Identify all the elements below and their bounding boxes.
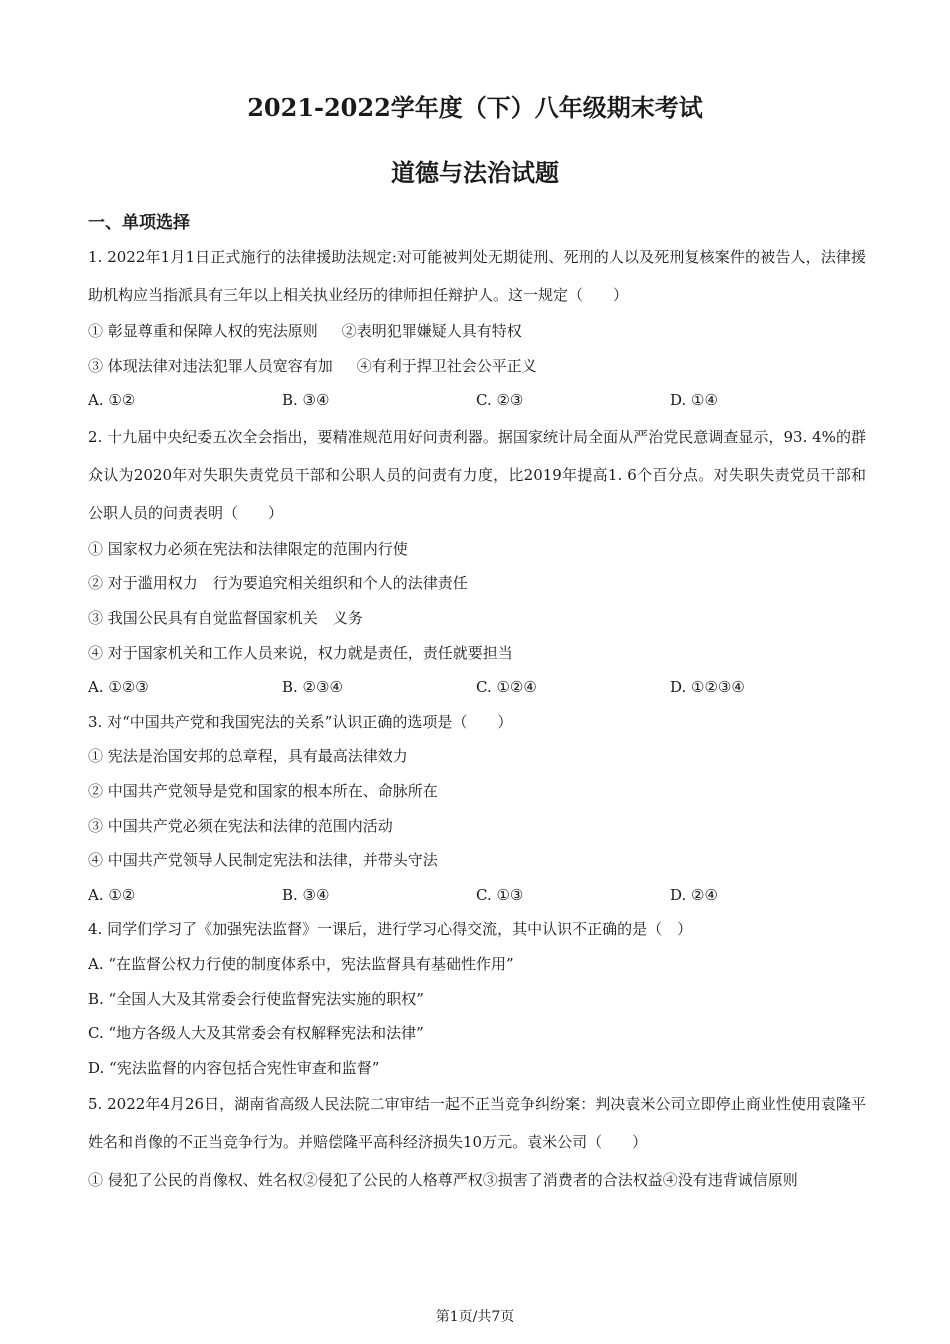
option-d[interactable]: D. ①④	[670, 391, 718, 410]
questions	[88, 238, 866, 1199]
statement: ②表明犯罪嫌疑人具有特权	[341, 322, 522, 340]
question-1-stem: 1. 2022年1月1日正式施行的法律援助法规定:对可能被判处无期徒刑、死刑的人以及死刑复核案件的被告人，法律援助机构应当指派具有三年以上相关执业经历的律师担任辩护人。这一规定（ ）	[88, 248, 866, 304]
question-2-options	[88, 670, 866, 705]
option-d[interactable]: D. “宪法监督的内容包括合宪性审查和监督”	[88, 1058, 380, 1077]
statement: ③ 体现法律对违法犯罪人员宽容有加	[88, 356, 333, 375]
question-3-stem: 3. 对“中国共产党和我国宪法的关系”认识正确的选项是（ ）	[88, 712, 513, 731]
question-4-stem: 4. 同学们学习了《加强宪法监督》一课后，进行学习心得交流，其中认识不正确的是（ ）	[88, 920, 693, 939]
option-c[interactable]: C. ①②④	[476, 678, 537, 697]
option-d[interactable]: D. ①②③④	[670, 678, 745, 697]
option-c[interactable]: C. “地方各级人大及其常委会有权解释宪法和法律”	[88, 1024, 424, 1043]
page-number: 第1页/共7页	[435, 1309, 515, 1325]
statement: ④ 对于国家机关和工作人员来说，权力就是责任，责任就要担当	[88, 643, 513, 662]
statement: ② 中国共产党领导是党和国家的根本所在、命脉所在	[88, 781, 438, 800]
option-a[interactable]: A. ①②	[88, 391, 136, 410]
question-1-options	[88, 383, 866, 418]
question-5-statements: ① 侵犯了公民的肖像权、姓名权②侵犯了公民的人格尊严权③损害了消费者的合法权益④没有违背诚信原则	[88, 1171, 798, 1190]
statement: ② 对于滥用权力 行为要追究相关组织和个人的法律责任	[88, 574, 468, 593]
statement: ① 彰显尊重和保障人权的宪法原则	[88, 322, 318, 340]
option-d[interactable]: D. ②④	[670, 885, 718, 904]
statement: ③ 我国公民具有自觉监督国家机关 义务	[88, 608, 363, 627]
exam-subtitle: 道德与法治试题	[391, 158, 559, 187]
exam-title: 2021-2022学年度（下）八年级期末考试	[247, 93, 703, 122]
option-a[interactable]: A. ①②③	[88, 678, 149, 697]
option-b[interactable]: B. “全国人大及其常委会行使监督宪法实施的职权”	[88, 989, 424, 1008]
option-c[interactable]: C. ②③	[476, 391, 524, 410]
option-c[interactable]: C. ①③	[476, 885, 524, 904]
option-b[interactable]: B. ③④	[282, 391, 330, 410]
question-1-statements-row2	[88, 349, 866, 384]
question-3-options	[88, 878, 866, 913]
option-a[interactable]: A. ①②	[88, 885, 136, 904]
question-2-stem: 2. 十九届中央纪委五次全会指出，要精准规范用好问责利器。据国家统计局全面从严治党民意调查显示，93. 4%的群众认为2020年对失职失责党员干部和公职人员的问责有力度，比2019年提高1. 6个百分点。对失职失责党员干部和公职人员的问责表明（ ）	[88, 427, 866, 522]
question-5-stem: 5. 2022年4月26日，湖南省高级人民法院二审审结一起不正当竞争纠纷案：判决袁米公司立即停止商业性使用袁隆平姓名和肖像的不正当竞争行为。并赔偿隆平高科经济损失10万元。袁米公司（ ）	[88, 1095, 866, 1152]
statement: ④有利于捍卫社会公平正义	[356, 356, 537, 375]
option-b[interactable]: B. ③④	[282, 885, 330, 904]
statement: ③ 中国共产党必须在宪法和法律的范围内活动	[88, 816, 393, 835]
statement: ① 国家权力必须在宪法和法律限定的范围内行使	[88, 539, 408, 558]
option-a[interactable]: A. “在监督公权力行使的制度体系中，宪法监督具有基础性作用”	[88, 954, 514, 973]
section-heading: 一、单项选择	[88, 213, 190, 233]
statement: ① 宪法是治国安邦的总章程，具有最高法律效力	[88, 747, 408, 766]
option-b[interactable]: B. ②③④	[282, 678, 343, 697]
statement: ④ 中国共产党领导人民制定宪法和法律，并带头守法	[88, 851, 438, 870]
question-1-statements-row1	[88, 314, 866, 349]
